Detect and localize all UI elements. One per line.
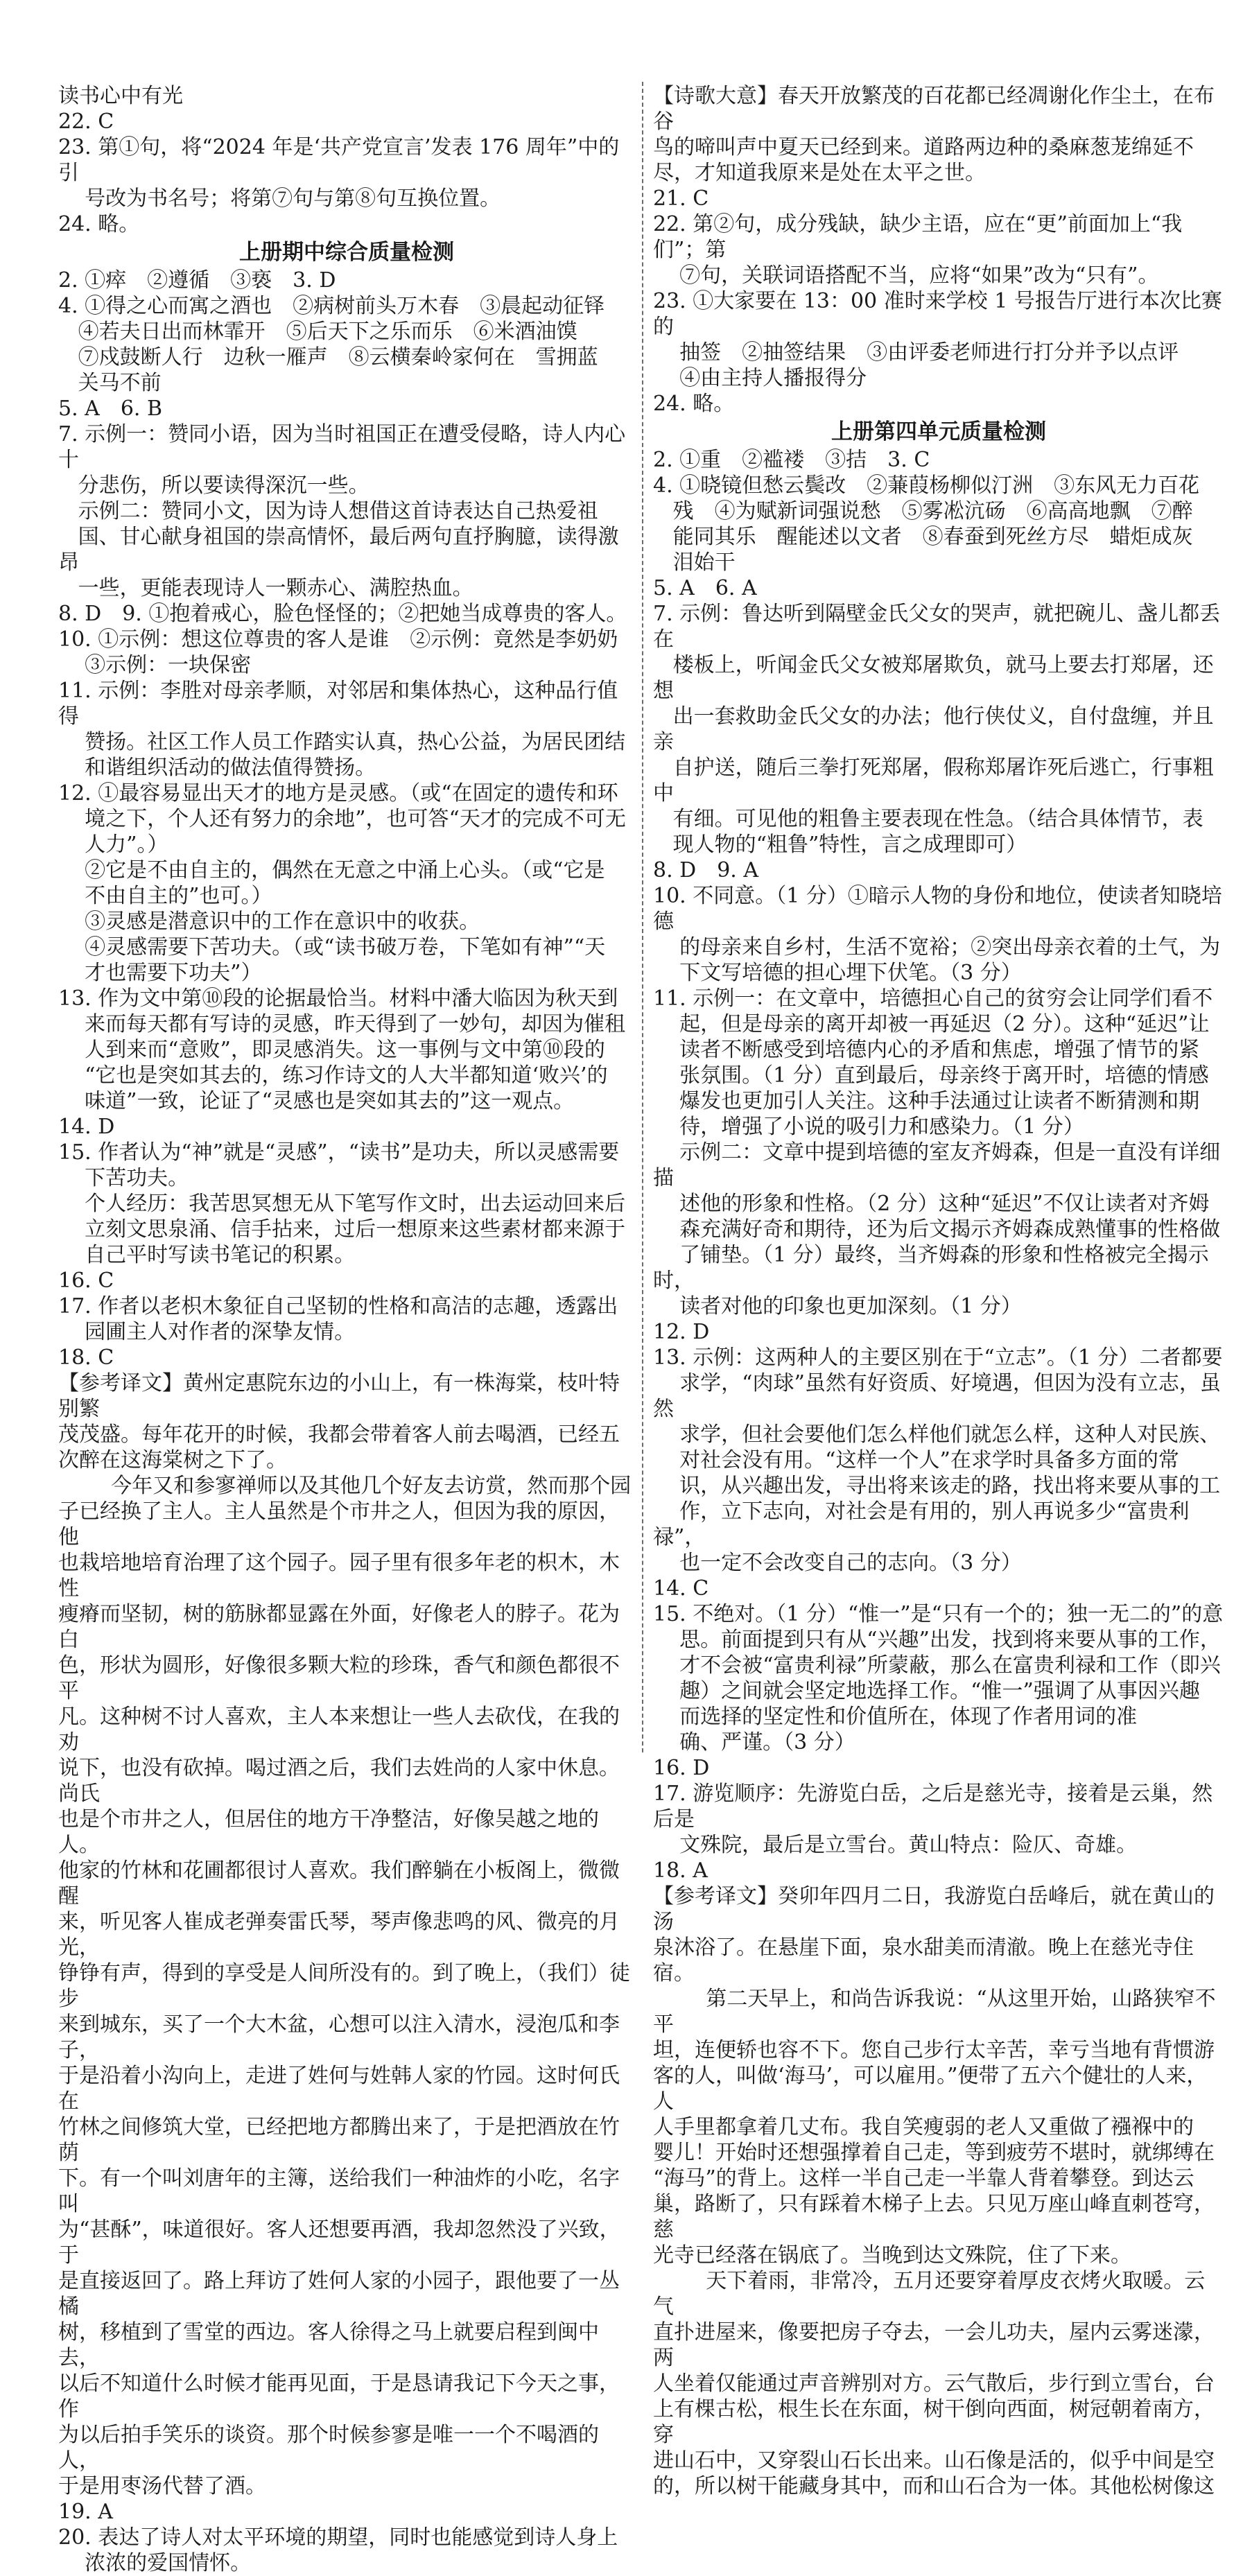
answer-block: 17. 作者以老枳木象征自己坚韧的性格和高洁的志趣，透露出 园圃主人对作者的深挚友情。 — [58, 1294, 618, 1344]
answer-block: 14. D — [58, 1115, 115, 1139]
answer-block: 【参考译文】黄州定惠院东边的小山上，有一株海棠，枝叶特别繁 茂茂盛。每年花开的时候，我都会带着客人前去喝酒，已经五 次醉在这海棠树之下了。 — [58, 1371, 620, 1472]
answer-block: 22. C — [58, 110, 114, 134]
answer-block: 13. 示例：这两种人的主要区别在于“立志”。（1 分）二者都要 求学，“肉球”虽然有好资质、好境遇，但因为没有立志，虽然 求学，但社会要他们怎么样他们就怎么样，这种人对民族、 对社会没有用。“这样一个人”在求学时具备多方面的常 识，从兴趣出发，寻出将来该走的路，找出将来要从事的工 作，立下志向，对社会是有用的，别人再说多少“富贵利禄”， 也一定不会改变自己的志向。（3 分） — [653, 1346, 1223, 1575]
answer-block: 【诗歌大意】春天开放繁茂的百花都已经凋谢化作尘土，在布谷 鸟的啼叫声中夏天已经到来。道路两边种的桑麻葱茏绵延不 尽，才知道我原来是处在太平之世。 — [653, 84, 1215, 185]
answer-block: 21. C — [653, 186, 709, 211]
answer-block: 5. A 6. A — [653, 576, 757, 600]
answer-block: 16. C — [58, 1269, 114, 1293]
answer-block: 20. 表达了诗人对太平环境的期望，同时也能感觉到诗人身上 浓浓的爱国情怀。 — [58, 2525, 618, 2575]
answer-block: 15. 作者认为“神”就是“灵感”，“读书”是功夫，所以灵感需要 下苦功夫。 个人经历：我苦思冥想无从下笔写作文时，出去运动回来后 立刻文思泉涌、信手拈来，过后一想原来这些素材都来源于 自己平时写读书笔记的积累。 — [58, 1140, 626, 1267]
answer-block: 13. 作为文中第⑩段的论据最恰当。材料中潘大临因为秋天到 来而每天都有写诗的灵感，昨天得到了一妙句，却因为催租 人到来而“意败”，即灵感消失。这一事例与文中第⑩段的 “它也是突如其去的，练习作诗文的人大半都知道‘败兴’的 味道”一致，论证了“灵感也是突如其去的”这一观点。 — [58, 986, 626, 1113]
answer-block: 18. A — [653, 1859, 708, 1883]
answer-block: 天下着雨，非常冷，五月还要穿着厚皮衣烤火取暖。云气 直扑进屋来，像要把房子夺去，一会儿功夫，屋内云雾迷濛，两 人坐着仅能通过声音辨别对方。云气散后，步行到立雪台，台 上有棵古松，根生长在东面，树干倒向西面，树冠朝着南方，穿 进山石中，又穿裂山石长出来。山石像是活的，似乎中间是空 的，所以树干能藏身其中，而和山石合为一体。其他松树像这 — [653, 2269, 1215, 2498]
answer-block: 10. ①示例：想这位尊贵的客人是谁 ②示例：竟然是李奶奶 ③示例：一块保密 — [58, 627, 618, 677]
answer-block: 8. D 9. ①抱着戒心，脸色怪怪的；②把她当成尊贵的客人。 — [58, 602, 627, 626]
answer-block: 11. 示例一：在文章中，培德担心自己的贫穷会让同学们看不 起，但是母亲的离开却被一再延迟（2 分）。这种“延迟”让 读者不断感受到培德内心的矛盾和焦虑，增强了情节的紧 张氛围。（1 分）直到最后，母亲终于离开时，培德的情感 爆发也更加引人关注。这种手法通过让读者不断猜测和期 待，增强了小说的吸引力和感染力。（1 分） 示例二：文章中提到培德的室友齐姆森，但是一直没有详细描 述他的形象和性格。（2 分）这种“延迟”不仅让读者对齐姆 森充满好奇和期待，还为后文揭示齐姆森成熟懂事的性格做 了铺垫。（1 分）最终，当齐姆森的形象和性格被完全揭示时， 读者对他的印象也更加深刻。（1 分） — [653, 986, 1221, 1319]
answer-block: 读书心中有光 — [58, 84, 183, 108]
answer-block: 22. 第②句，成分残缺，缺少主语，应在“更”前面加上“我们”；第 ⑦句，关联词语搭配不当，应将“如果”改为“只有”。 — [653, 212, 1183, 288]
answer-block: 4. ①得之心而寓之酒也 ②病树前头万木春 ③晨起动征铎 ④若夫日出而林霏开 ⑤后天下之乐而乐 ⑥米酒油馍 ⑦戍鼓断人行 边秋一雁声 ⑧云横秦岭家何在 雪拥蓝 关马不前 — [58, 294, 605, 395]
answer-block: 第二天早上，和尚告诉我说：“从这里开始，山路狭窄不平 坦，连便轿也容不下。您自己步行太辛苦，幸亏当地有背惯游 客的人，叫做‘海马’，可以雇用。”便带了五六个健壮的人来，人 人手里都拿着几丈布。我自笑瘦弱的老人又重做了襁褓中的 婴儿！开始时还想强撑着自己走，等到疲劳不堪时，就绑缚在 “海马”的背上。这样一半自己走一半靠人背着攀登。到达云 巢，路断了，只有踩着木梯子上去。只见万座山峰直刺苍穹，慈 光寺已经落在锅底了。当晚到达文殊院，住了下来。 — [653, 1987, 1216, 2268]
answer-block: 12. D — [653, 1320, 710, 1344]
answer-block: 10. 不同意。（1 分）①暗示人物的身份和地位，使读者知晓培德 的母亲来自乡村，生活不宽裕；②突出母亲衣着的土气，为 下文写培德的担心埋下伏笔。（3 分） — [653, 884, 1222, 985]
column-divider — [642, 82, 643, 1752]
answer-block: 11. 示例：李胜对母亲孝顺，对邻居和集体热心，这种品行值得 赞扬。社区工作人员工作踏实认真，热心公益，为居民团结 和谐组织活动的做法值得赞扬。 — [58, 679, 626, 780]
answer-block: 今年又和参寥禅师以及其他几个好友去访赏，然而那个园 子已经换了主人。主人虽然是个市井之人，但因为我的原因，他 也栽培地培育治理了这个园子。园子里有很多年老的枳木，木性 瘦瘠而坚韧，树的筋脉都显露在外面，好像老人的脖子。花为白 色，形状为圆形，好像很多颗大粒的珍珠，香气和颜色都很不平 凡。这种树不讨人喜欢，主人本来想让一些人去砍伐，在我的劝 说下，也没有砍掉。喝过酒之后，我们去姓尚的人家中休息。尚氏 也是个市井之人，但居住的地方干净整洁，好像吴越之地的人。 他家的竹林和花圃都很讨人喜欢。我们醉躺在小板阁上，微微醒 来，听见客人崔成老弹奏雷氏琴，琴声像悲鸣的风、微亮的月光， 铮铮有声，得到的享受是人间所没有的。到了晚上，（我们）徒步 来到城东，买了一个大木盆，心想可以注入清水，浸泡瓜和李子， 于是沿着小沟向上，走进了姓何与姓韩人家的竹园。这时何氏在 竹林之间修筑大堂，已经把地方都腾出来了，于是把酒放在竹荫 下。有一个叫刘唐年的主簿，送给我们一种油炸的小吃，名字叫 为“甚酥”，味道很好。客人还想要再酒，我却忽然没了兴致，于 是直接返回了。路上拜访了姓何人家的小园子，跟他要了一丛橘 树，移植到了雪堂的西边。客人徐得之马上就要启程到闽中去， 以后不知道什么时候才能再见面，于是恳请我记下今天之事，作 为以后拍手笑乐的谈资。那个时候参寥是唯一一个不喝酒的人， 于是用枣汤代替了酒。 — [58, 1474, 632, 2498]
section-heading: 上册第四单元质量检测 — [831, 419, 1046, 444]
answer-block: 17. 游览顺序：先游览白岳，之后是慈光寺，接着是云巢，然后是 文殊院，最后是立雪台。黄山特点：险仄、奇雄。 — [653, 1782, 1213, 1857]
answer-block: 2. ①重 ②褴褛 ③拮 3. C — [653, 448, 930, 472]
answer-block: 23. ①大家要在 13：00 准时来学校 1 号报告厅进行本次比赛的 抽签 ②抽签结果 ③由评委老师进行打分并予以点评 ④由主持人播报得分 — [653, 289, 1222, 390]
answer-block: 23. 第①句，将“2024 年是‘共产党宣言’发表 176 周年”中的引 号改为书名号；将第⑦句与第⑧句互换位置。 — [58, 135, 620, 211]
answer-block: 19. A — [58, 2500, 113, 2524]
answer-block: 【参考译文】癸卯年四月二日，我游览白岳峰后，就在黄山的汤 泉沐浴了。在悬崖下面，泉水甜美而清澈。晚上在慈光寺住宿。 — [653, 1884, 1215, 1985]
answer-block: 24. 略。 — [653, 392, 735, 416]
section-heading: 上册期中综合质量检测 — [239, 240, 454, 265]
answer-block: 5. A 6. B — [58, 397, 163, 421]
answer-block: 16. D — [653, 1756, 710, 1780]
answer-block: 14. C — [653, 1576, 709, 1601]
answer-block: 18. C — [58, 1346, 114, 1370]
answer-block: 7. 示例一：赞同小语，因为当时祖国正在遭受侵略，诗人内心十 分悲伤，所以要读得深沉一些。 示例二：赞同小文，因为诗人想借这首诗表达自己热爱祖 国、甘心献身祖国的崇高情怀，最后两句直抒胸臆，读得激昂 一些，更能表现诗人一颗赤心、满腔热血。 — [58, 422, 626, 600]
right-column — [653, 83, 1224, 2498]
left-column — [58, 83, 635, 2575]
answer-block: 12. ①最容易显出天才的地方是灵感。（或“在固定的遗传和环 境之下，个人还有努力的余地”，也可答“天才的完成不可无 人力”。） ②它是不由自主的，偶然在无意之中涌上心头。（或“它是 不由自主的”也可。） ③灵感是潜意识中的工作在意识中的收获。 ④灵感需要下苦功夫。（或“读书破万卷，下笔如有神”“天 才也需要下功夫”） — [58, 781, 626, 985]
answer-block: 15. 不绝对。（1 分）“惟一”是“只有一个的；独一无二的”的意 思。前面提到只有从“兴趣”出发，找到将来要从事的工作， 才不会被“富贵利禄”所蒙蔽，那么在富贵利禄和工作（即兴 趣）之间就会坚定地选择工作。“惟一”强调了从事因兴趣 而选择的坚定性和价值所在，体现了作者用词的准 确、严谨。（3 分） — [653, 1602, 1224, 1755]
answer-block: 24. 略。 — [58, 212, 140, 236]
answer-block: 8. D 9. A — [653, 858, 759, 882]
answer-block: 2. ①瘁 ②遵循 ③亵 3. D — [58, 268, 336, 293]
answer-block: 7. 示例：鲁达听到隔壁金氏父女的哭声，就把碗儿、盏儿都丢在 楼板上，听闻金氏父女被郑屠欺负，就马上要去打郑屠，还想 出一套救助金氏父女的办法；他行侠仗义，自付盘缠，并且亲 自护送，随后三拳打死郑屠，假称郑屠诈死后逃亡，行事粗中 有细。可见他的粗鲁主要表现在性急。（结合具体情节，表 现人物的“粗鲁”特性，言之成理即可） — [653, 602, 1221, 857]
answer-block: 4. ①晓镜但愁云鬓改 ②蒹葭杨柳似汀洲 ③东风无力百花 残 ④为赋新词强说愁 ⑤雾凇沆砀 ⑥高高地飘 ⑦醉 能同其乐 醒能述以文者 ⑧春蚕到死丝方尽 蜡炬成灰 泪始干 — [653, 473, 1200, 575]
